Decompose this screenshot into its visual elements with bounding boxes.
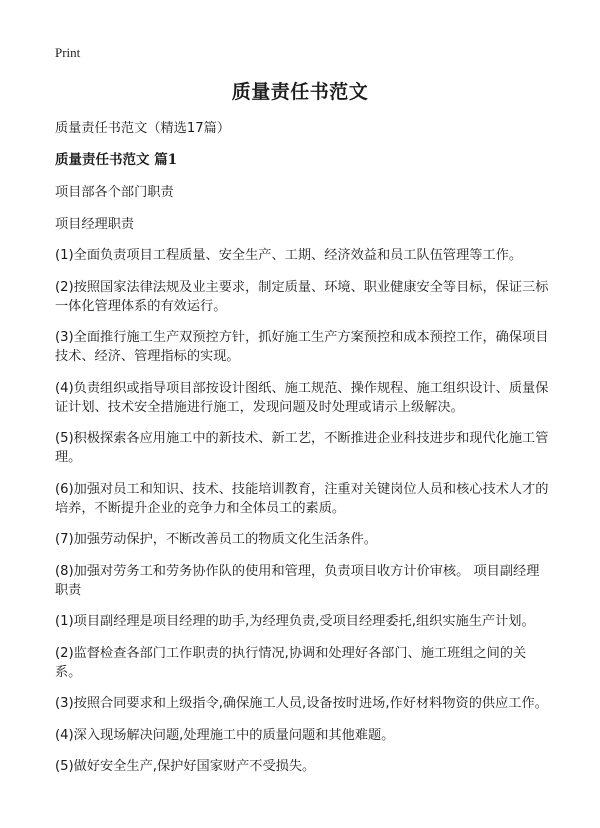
paragraph: (2)监督检查各部门工作职责的执行情况,协调和处理好各部门、施工班组之间的关系。 [55, 645, 527, 680]
document-title: 质量责任书范文 [231, 81, 369, 103]
paragraph: (5)做好安全生产,保护好国家财产不受损失。 [55, 759, 316, 774]
paragraph: 项目部各个部门职责 [55, 185, 174, 200]
paragraph: (8)加强对劳务工和劳务协作队的使用和管理，负责项目收方计价审核。 项目副经理职责 [55, 563, 540, 598]
paragraph: (2)按照国家法律法规及业主要求，制定质量、环境、职业健康安全等目标，保证三标一体化管理体系的有效运行。 [55, 279, 549, 314]
print-link[interactable]: Print [55, 45, 81, 60]
paragraph: (4)负责组织或指导项目部按设计图纸、施工规范、操作规程、施工组织设计、质量保证计划、技术安全措施进行施工，发现问题及时处理或请示上级解决。 [55, 380, 549, 415]
paragraph: (6)加强对员工和知识、技术、技能培训教育，注重对关键岗位人员和核心技术人才的培养，不断提升企业的竞争力和全体员工的素质。 [55, 481, 549, 516]
paragraph: (7)加强劳动保护，不断改善员工的物质文化生活条件。 [55, 532, 377, 547]
paragraph: (4)深入现场解决问题,处理施工中的质量问题和其他难题。 [55, 727, 395, 743]
paragraph: (5)积极探索各应用施工中的新技术、新工艺，不断推进企业科技进步和现代化施工管理。 [55, 431, 549, 465]
paragraph: (1)全面负责项目工程质量、安全生产、工期、经济效益和员工队伍管理等工作。 [55, 248, 523, 263]
paragraph: (3)全面推行施工生产双预控方针，抓好施工生产方案预控和成本预控工作，确保项目技术、经济、管理指标的实现。 [55, 330, 549, 364]
paragraph: 项目经理职责 [55, 216, 135, 232]
paragraph: (1)项目副经理是项目经理的助手,为经理负责,受项目经理委托,组织实施生产计划。 [55, 614, 535, 629]
section-heading: 质量责任书范文 篇1 [55, 152, 178, 168]
document-body [55, 119, 551, 789]
document-subtitle: 质量责任书范文（精选17篇） [55, 121, 231, 136]
paragraph: (3)按照合同要求和上级指令,确保施工人员,设备按时进场,作好材料物资的供应工作。 [55, 696, 548, 711]
